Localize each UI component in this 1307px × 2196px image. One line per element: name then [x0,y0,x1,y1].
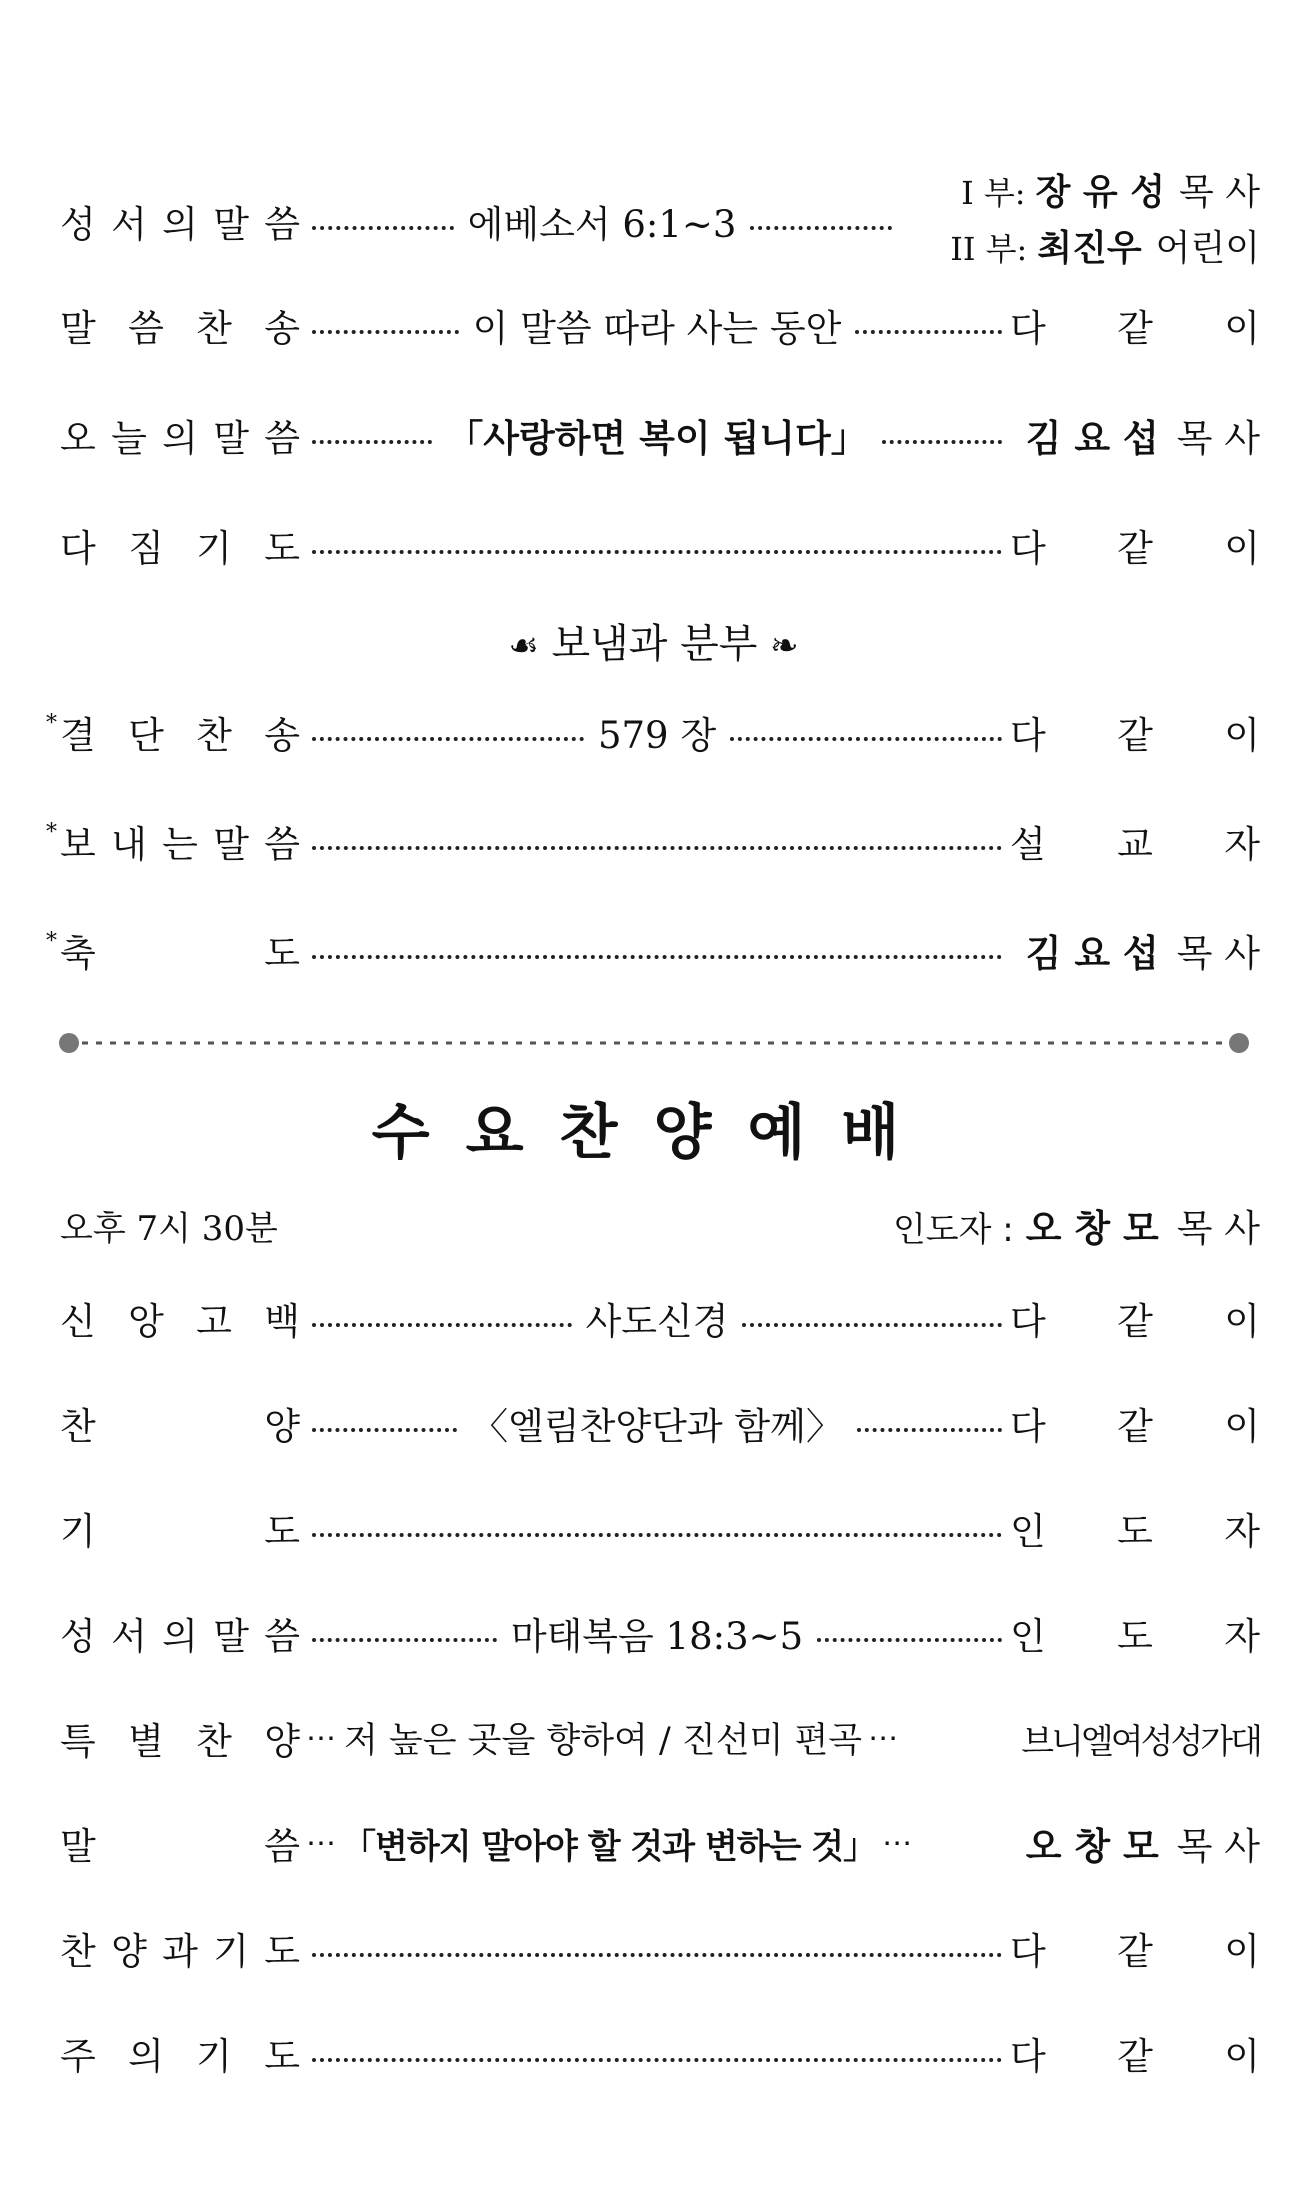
order-row [60,1703,1260,1773]
order-center-text: 579 장 [597,714,717,757]
part1-label: I 부: [961,174,1026,212]
order-right: 다 같 이 [1010,1405,1260,1448]
leader-dots [312,955,1002,959]
leader-dots [312,2058,1002,2062]
order-row [60,1388,1260,1458]
order-center [312,298,1002,352]
order-right: 설 교 자 [1010,823,1260,866]
order-right [1010,923,1260,977]
service-time: 오후 7시 30분 [60,1208,278,1249]
order-label: 결 단 찬 송 [60,714,300,757]
order-label: 다 짐 기 도 [60,527,300,570]
leader-name: 오 창 모 [1025,1207,1159,1250]
order-row [60,1283,1260,1353]
order-row [60,1913,1260,1983]
order-center [312,1519,1002,1537]
order-center [312,705,1002,759]
order-center-text: 마태복음 18:3~5 [510,1615,804,1658]
ornament-right-icon: ❧ [770,626,799,666]
order-center-text: 에베소서 6:1~3 [467,203,737,246]
section-heading [0,612,1307,669]
leader-dots [312,226,454,230]
order-label: 주 의 기 도 [60,2035,300,2078]
order-label: 신 앙 고 백 [60,1300,300,1343]
order-center [312,194,892,248]
preacher-name: 오 창 모 [1025,1825,1159,1868]
order-right: 다 같 이 [1010,1930,1260,1973]
standing-mark: * [46,929,57,954]
part2-title: 어린이 [1155,228,1260,269]
order-label: 보 내 는 말 씀 [60,823,300,866]
order-label: 성 서 의 말 씀 [60,1615,300,1658]
order-right: 다 같 이 [1010,527,1260,570]
leader-dots [312,330,459,334]
order-label: 말 씀 찬 송 [60,307,300,350]
order-label: 찬 양 과 기 도 [60,1930,300,1973]
service-leader [893,1198,1260,1252]
order-right [1010,408,1260,462]
part1-name: 장 유 성 [1035,172,1165,213]
order-row [60,290,1260,360]
order-center: ⋯ 「변하지 말아야 할 것과 변하는 것」 ⋯ [306,1819,1006,1868]
preacher-name: 김 요 섭 [1025,932,1159,975]
leader-dots [750,226,892,230]
leader-dots [882,440,1002,444]
part2-line [900,221,1260,277]
order-label: 특 별 찬 양 [60,1720,300,1763]
leader-dots [312,1323,572,1327]
preacher-name: 김 요 섭 [1025,417,1159,460]
order-center [312,1396,1002,1450]
leader-dots [817,1638,1002,1642]
order-center [312,536,1002,554]
order-center [312,832,1002,850]
order-center-text: 〈엘림찬양단과 함께〉 [471,1405,843,1448]
preacher-title: 목 사 [1176,932,1260,975]
preacher-title: 목 사 [1176,1825,1260,1868]
order-right [1010,1816,1260,1870]
leader-dots [857,1428,1002,1432]
order-center [312,1291,1002,1345]
order-center [312,408,1002,462]
order-center [312,1606,1002,1660]
leader-dots [312,1953,1002,1957]
order-right: 인 도 자 [1010,1615,1260,1658]
standing-mark: * [46,820,57,845]
order-center: ⋯ 저 높은 곳을 향하여 / 진선미 편곡 ⋯ [306,1713,1017,1763]
order-center [312,1939,1002,1957]
leader-dots [730,737,1002,741]
leader-dots [312,737,584,741]
leader-dots [855,330,1002,334]
order-row [46,806,1260,876]
order-right-parts [900,165,1260,277]
order-right: 다 같 이 [1010,1300,1260,1343]
part2-name: 최진우 [1037,228,1142,269]
order-row-scripture [60,172,1260,269]
order-right: 다 같 이 [1010,2035,1260,2078]
leader-dots [312,440,432,444]
leader-dots [312,846,1002,850]
order-row [60,2018,1260,2088]
ornament-left-icon: ☙ [508,626,539,666]
order-label: 기 도 [60,1510,300,1553]
leader-dots [312,1638,497,1642]
part1-title: 목 사 [1179,172,1260,213]
order-row [60,510,1260,580]
order-row [60,400,1260,470]
order-label: 말 씀 [60,1825,300,1868]
order-label: 성 서 의 말 씀 [60,203,300,246]
leader-dots [312,1428,457,1432]
order-right: 인 도 자 [1010,1510,1260,1553]
order-label: 오 늘 의 말 씀 [60,417,300,460]
order-row [46,915,1260,985]
order-right: 다 같 이 [1010,307,1260,350]
order-row [60,1808,1260,1878]
leader-dots [312,1533,1002,1537]
part2-label: II 부: [950,230,1028,268]
section-divider [58,1032,1250,1054]
service-info [60,1190,1260,1260]
standing-mark: * [46,711,57,736]
section-title: 보냄과 분부 [551,621,758,667]
leader-dots [742,1323,1002,1327]
sermon-title: 「사랑하면 복이 됩니다」 [446,417,868,460]
part1-line [900,165,1260,221]
leader-title: 목 사 [1176,1207,1260,1250]
order-right: 다 같 이 [1010,714,1260,757]
page-title: 수요찬양예배 [371,1098,936,1168]
order-center-text: 저 높은 곳을 향하여 / 진선미 편곡 [344,1721,863,1761]
order-row [60,1493,1260,1563]
sermon-title: 「변하지 말아야 할 것과 변하는 것」 [342,1826,877,1867]
leader-label: 인도자 : [892,1210,1014,1250]
preacher-title: 목 사 [1176,417,1260,460]
order-label: 찬 양 [60,1405,300,1448]
order-row [60,1598,1260,1668]
order-center-text: 이 말씀 따라 사는 동안 [472,307,842,350]
order-center [312,941,1002,959]
order-center-text: 사도신경 [585,1300,729,1343]
order-center [312,2044,1002,2062]
order-label: 축 도 [60,932,300,975]
leader-dots [312,550,1002,554]
choir-name: 브니엘여성성가대 [1021,1721,1260,1762]
order-row [46,697,1260,767]
